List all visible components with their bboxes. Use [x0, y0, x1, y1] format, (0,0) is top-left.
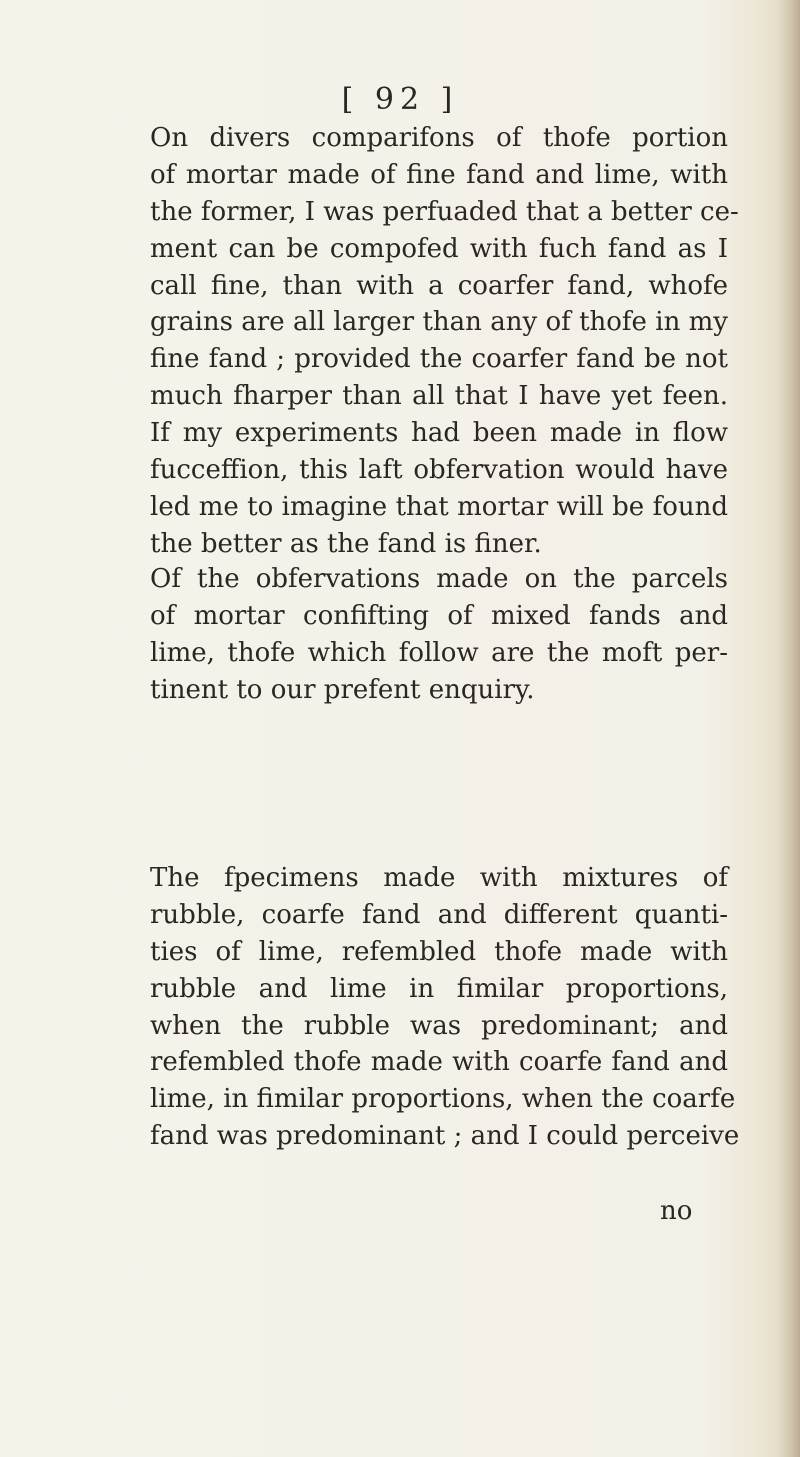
text-line: fand was predominant ; and I could perceive — [150, 1121, 740, 1152]
text-line: led me to imagine that mortar will be found — [150, 491, 728, 522]
text-line: If my experiments had been made in flow — [150, 418, 728, 449]
page-edge — [778, 0, 800, 1457]
text-line: grains are all larger than any of thofe in my — [150, 307, 728, 338]
text-line: ment can be compofed with fuch fand as I — [150, 233, 728, 264]
text-line: when the rubble was predominant; and — [150, 1010, 728, 1041]
text-line: fine fand ; provided the coarfer fand be not — [150, 344, 728, 375]
page-number: [ 92 ] — [341, 82, 459, 117]
text-line: much fharper than all that I have yet feen. — [150, 381, 728, 412]
paragraph-2 — [150, 561, 728, 709]
catchword: no — [660, 1196, 693, 1226]
text-line: refembled thofe made with coarfe fand and — [150, 1047, 728, 1078]
text-line: Of the obfervations made on the parcels — [150, 564, 728, 594]
text-line: the better as the fand is finer. — [150, 528, 542, 559]
text-line: lime, in fimilar proportions, when the coarfe — [150, 1084, 736, 1115]
text-line: tinent to our prefent enquiry. — [150, 674, 535, 705]
text-line: rubble and lime in fimilar proportions, — [150, 973, 728, 1004]
paragraph-1 — [150, 120, 739, 563]
text-line: lime, thofe which follow are the moft per- — [150, 637, 728, 668]
text-line: ties of lime, refembled thofe made with — [150, 936, 728, 967]
text-line: The fpecimens made with mixtures of — [150, 863, 728, 893]
text-line: of mortar made of fine fand and lime, with — [150, 159, 728, 190]
text-line: fucceffion, this laft obfervation would have — [150, 455, 728, 486]
text-line: rubble, coarfe fand and different quanti- — [150, 899, 728, 930]
text-line: call fine, than with a coarfer fand, whofe — [150, 270, 728, 301]
paragraph-3 — [150, 860, 740, 1155]
text-line: of mortar confifting of mixed fands and — [150, 600, 728, 631]
text-line: the former, I was perfuaded that a better ce- — [150, 196, 739, 227]
text-line: On divers comparifons of thofe portion — [150, 123, 728, 153]
